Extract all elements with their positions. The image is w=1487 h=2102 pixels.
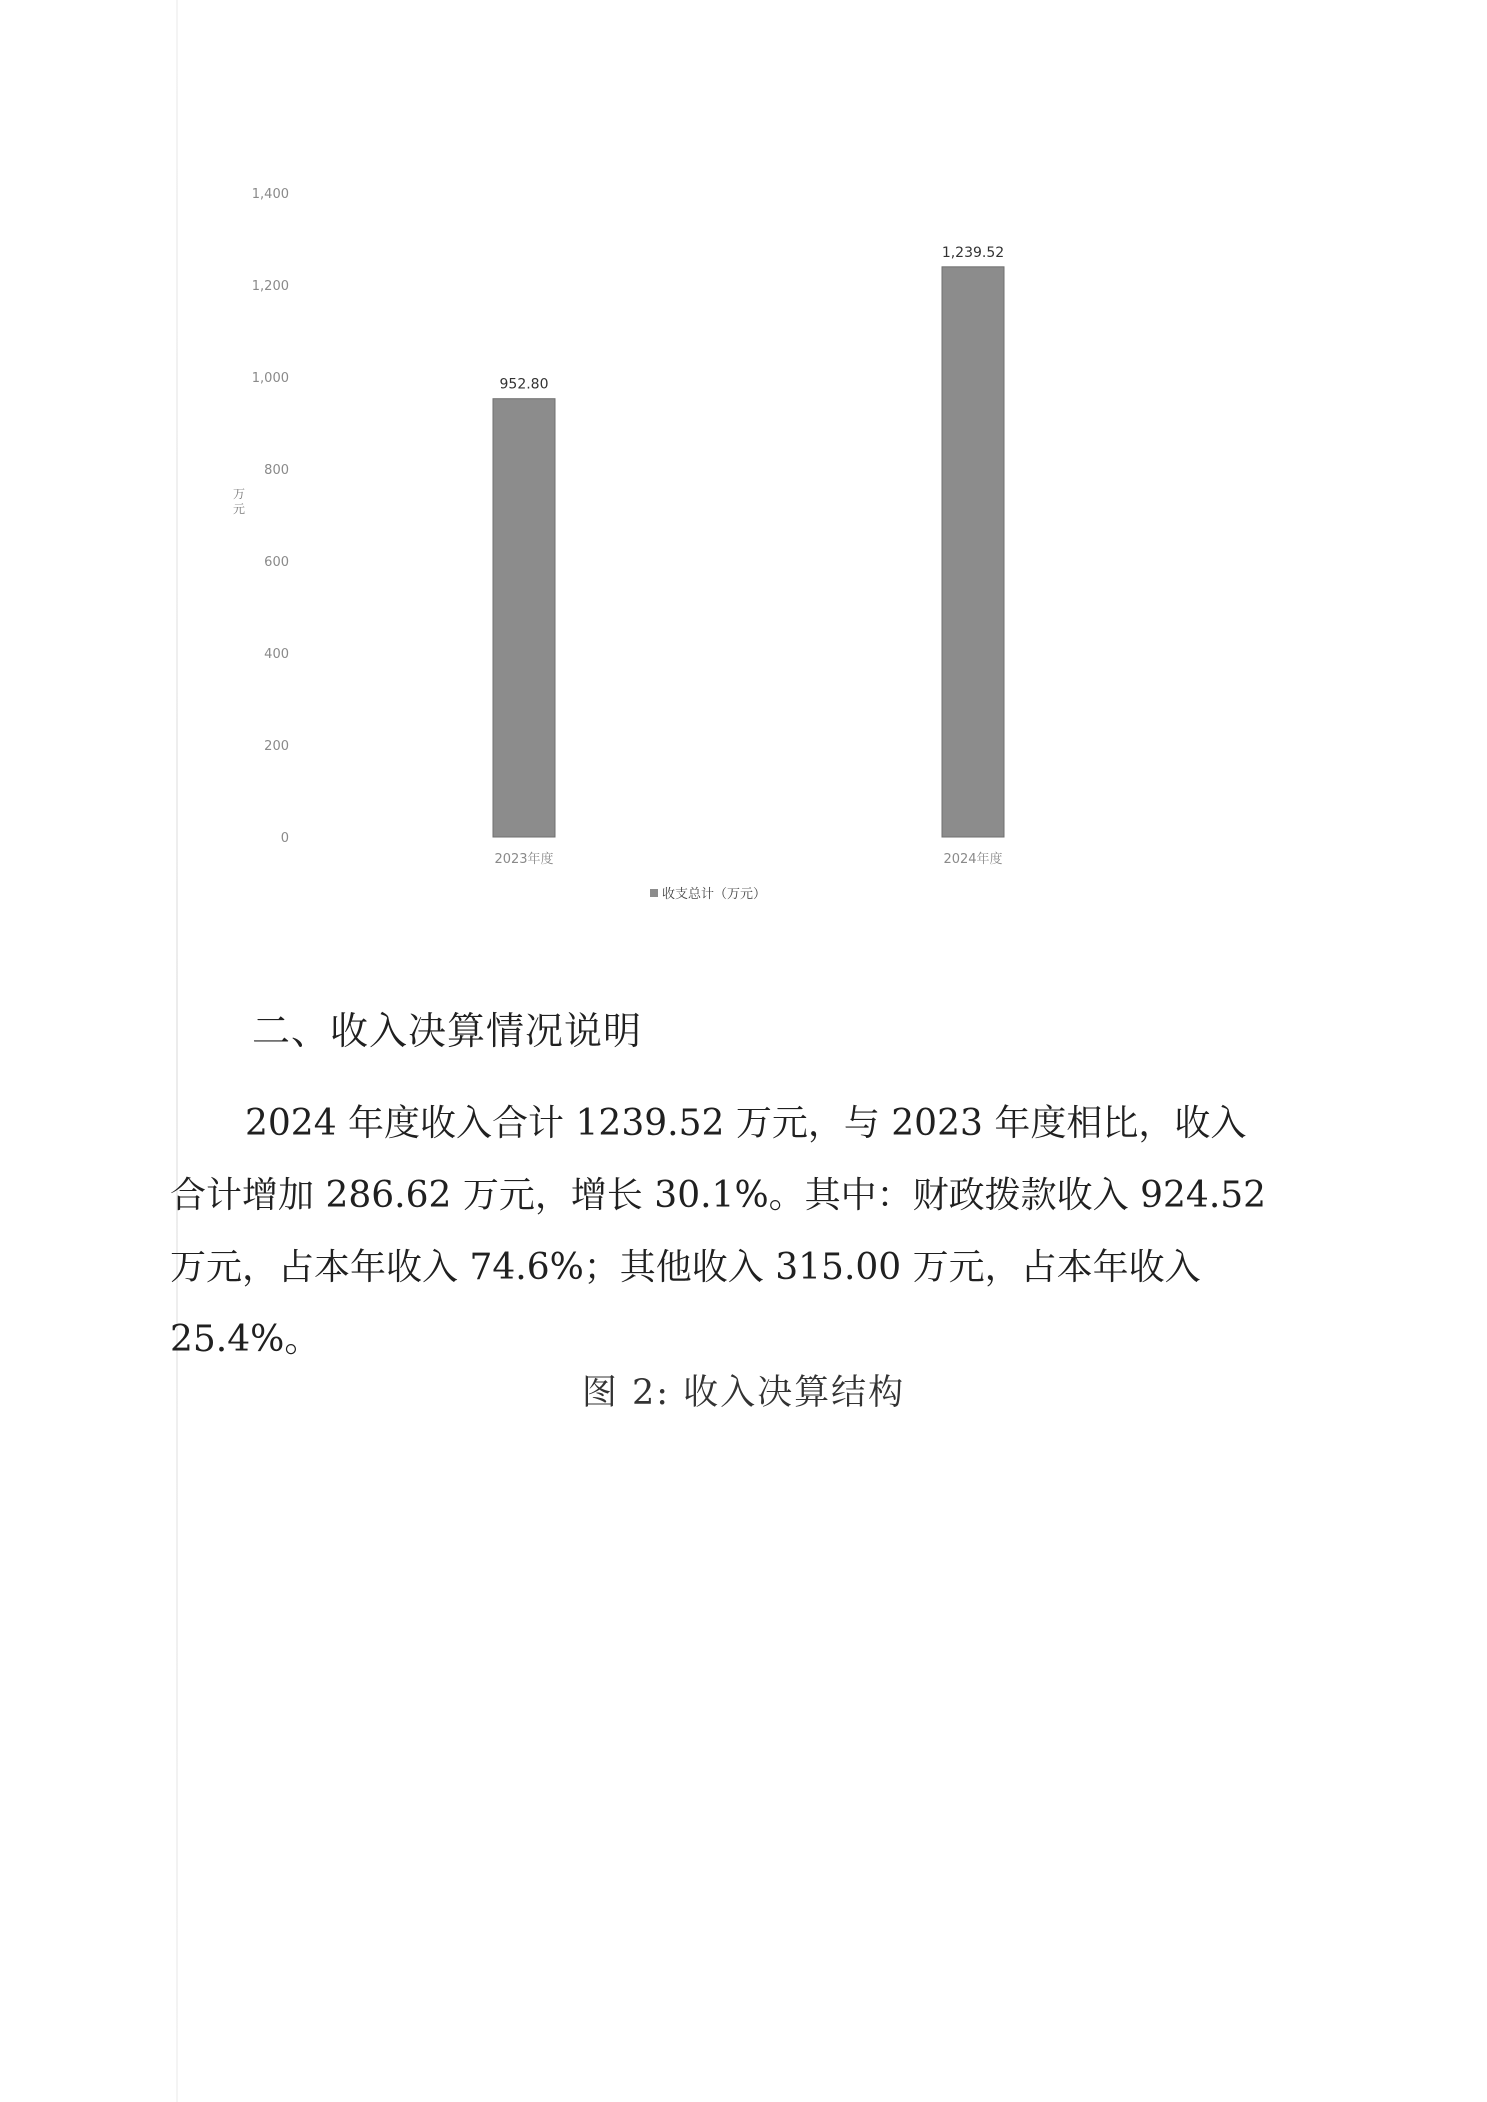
y-tick-label: 600 (264, 555, 289, 570)
bar-value-label: 1,239.52 (941, 244, 1005, 261)
legend-label: 收支总计（万元） (662, 887, 767, 902)
paragraph-line-2: 合计增加 286.62 万元，增长 30.1%。其中：财政拨款收入 924.52 (170, 1175, 1267, 1216)
paragraph-line-1: 2024 年度收入合计 1239.52 万元，与 2023 年度相比，收入 (245, 1103, 1247, 1144)
income-bar-chart (0, 0, 1487, 940)
section-paragraph (170, 1088, 1270, 1376)
y-axis-label (233, 487, 245, 516)
bar (493, 399, 555, 837)
figure-caption: 图 2: 收入决算结构 (581, 1373, 906, 1413)
bar-value-label: 952.80 (499, 376, 549, 393)
legend (650, 886, 766, 902)
y-tick-label: 1,400 (251, 187, 289, 202)
y-tick-label: 1,000 (251, 371, 289, 386)
x-axis-ticks (494, 851, 1002, 867)
section-heading: 二、收入决算情况说明 (252, 1009, 643, 1053)
paragraph-line-3: 万元，占本年收入 74.6%；其他收入 315.00 万元，占本年收入 (170, 1247, 1201, 1288)
paragraph-line-4: 25.4%。 (170, 1319, 321, 1360)
bar (942, 267, 1004, 837)
y-tick-label: 400 (264, 647, 289, 662)
data-labels (500, 245, 1005, 393)
y-tick-label: 800 (264, 463, 289, 478)
y-label-char: 万 (233, 487, 246, 501)
y-label-char: 元 (233, 502, 246, 516)
x-tick-label: 2024年度 (943, 852, 1003, 867)
y-tick-label: 1,200 (251, 279, 289, 294)
x-tick-label: 2023年度 (494, 852, 554, 867)
legend-swatch (650, 889, 658, 897)
bars (493, 267, 1004, 837)
y-tick-label: 0 (280, 831, 289, 846)
y-tick-label: 200 (264, 739, 289, 754)
y-axis-ticks (252, 187, 289, 846)
